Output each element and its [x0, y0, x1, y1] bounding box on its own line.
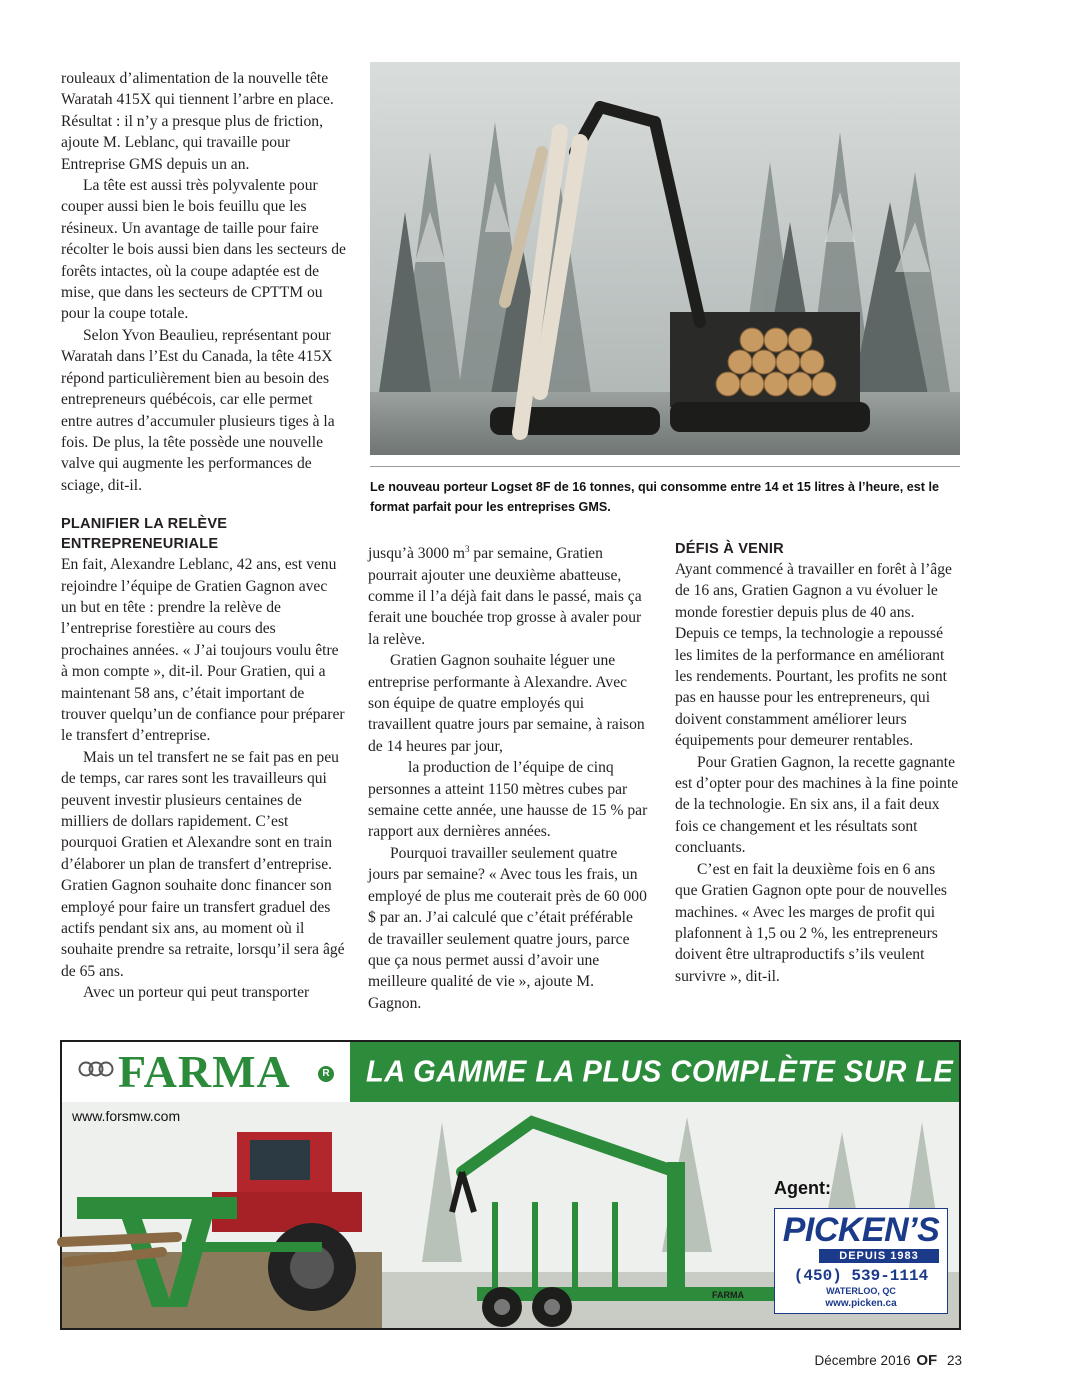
superscript: 3	[465, 544, 470, 554]
article-column-1	[61, 68, 346, 1004]
ad-banner	[350, 1042, 1092, 1102]
paragraph: Selon Yvon Beaulieu, représentant pour Waratah dans l’Est du Canada, la tête 415X répond particulièrement bien au besoin des entrepreneurs québécois, car elle permet entre autres d’accumuler plusieurs tiges à la fois. De plus, la tête possède une nouvelle valve qui augmente les performances de sciage, dit-il.	[61, 326, 335, 494]
section-heading: PLANIFIER LA RELÈVE ENTREPRENEURIALE	[61, 516, 228, 553]
paragraph: rouleaux d’alimentation de la nouvelle tête Waratah 415X qui tiennent l’arbre en place. Résultat : il n’y a presque plus de friction, ajoute M. Leblanc, qui travaille pour Entreprise GMS depuis un an.	[61, 70, 334, 173]
paragraph: C’est en fait la deuxième fois en 6 ans que Gratien Gagnon opte pour de nouvelles machines. « Avec les marges de profit qui plafonnent à 1,5 ou 2 %, les entrepreneurs doivent être ultraproductifs s’ils veulent survivre », dit-il.	[675, 860, 947, 985]
paragraph: La tête est aussi très polyvalente pour couper aussi bien le bois feuillu que les résineux. Un avantage de taille pour faire récolter le bois aussi bien dans les secteurs de forêts intactes, où la coupe adaptée est de mise, que dans les secteurs de CPTTM ou pour la coupe totale.	[61, 177, 346, 323]
agent-city: WATERLOO, QC	[826, 1286, 896, 1296]
paragraph: Avec un porteur qui peut transporter	[83, 984, 310, 1002]
ad-slogan: LA GAMME LA PLUS COMPLÈTE SUR LE MARCHÉ	[366, 1055, 1092, 1089]
agent-website[interactable]: www.picken.ca	[825, 1298, 897, 1309]
agent-label: Agent:	[774, 1178, 831, 1198]
paragraph: Pour Gratien Gagnon, la recette gagnante est d’opter pour des machines à la fine pointe de la technologie. En six ans, il a fait deux fois ce changement et les résultats sont concluants.	[675, 753, 959, 857]
paragraph	[368, 539, 651, 650]
agent-since: DEPUIS 1983	[819, 1249, 939, 1263]
article-column-3	[675, 539, 960, 987]
forwarder-photo-illustration	[370, 62, 960, 455]
page-number: 23	[946, 1353, 962, 1368]
agent-name: PICKEN’S	[782, 1211, 940, 1249]
trailer-brand-label: FARMA	[712, 1290, 744, 1300]
caption-rule	[370, 466, 960, 467]
paragraph: Ayant commencé à travailler en forêt à l’âge de 16 ans, Gratien Gagnon a vu évoluer le monde forestier depuis plus de 40 ans. Depuis ce temps, la technologie a repoussé les limites de la performance en améliorant les rendements. Pourtant, les profits ne sont pas en hausse pour les entrepreneurs, qui doivent constamment améliorer leurs équipements pour demeurer rentables.	[675, 561, 952, 750]
agent-card	[774, 1208, 948, 1314]
photo-caption: Le nouveau porteur Logset 8F de 16 tonnes, qui consomme entre 14 et 15 litres à l’heure, est le format parfait pour les entreprises GMS.	[370, 480, 939, 514]
farma-advertisement	[60, 1040, 1092, 1330]
paragraph: la production de l’équipe de cinq personnes a atteint 1150 mètres cubes par semaine cette année, une hausse de 15 % par rapport aux dernières années.	[368, 759, 648, 841]
paragraph-text: jusqu’à 3000 m	[368, 545, 466, 563]
section-heading: DÉFIS À VENIR	[675, 541, 784, 557]
forwarder-photo	[370, 62, 960, 455]
agent-phone: (450) 539-1114	[793, 1267, 929, 1285]
paragraph-text: par semaine, Gratien pourrait ajouter une deuxième abatteuse, comme il l’a déjà fait dans le passé, mais ça ferait une bouchée trop grosse à avaler pour la relève.	[368, 545, 642, 648]
paragraph: Mais un tel transfert ne se fait pas en peu de temps, car rares sont les travailleurs qui peuvent investir plusieurs centaines de milliers de dollars rapidement. C’est pourquoi Gratien et Alexandre sont en train d’élaborer un plan de transfert d’entreprise. Gratien Gagnon souhaite donc financer son employé pour faire un transfert graduel des actifs pendant six ans, au moment où il souhaite prendre sa retraite, lorsqu’il sera âgé de 65 ans.	[61, 748, 345, 980]
article-column-2	[368, 539, 651, 1014]
farma-logo: FARMA	[118, 1046, 291, 1097]
registered-mark: R	[318, 1066, 334, 1082]
farma-logo-box	[62, 1042, 350, 1102]
magazine-name: OF	[916, 1352, 938, 1369]
ad-website[interactable]: www.forsmw.com	[72, 1108, 181, 1124]
page-footer	[815, 1352, 962, 1369]
issue-date: Décembre 2016	[814, 1353, 911, 1368]
paragraph: Pourquoi travailler seulement quatre jours par semaine? « Avec tous les frais, un employé de plus me couterait près de 60 000 $ par an. J’ai calculé que c’était préférable de travailler seulement quatre jours, parce que ça nous permet aussi d’avoir une meilleure qualité de vie », ajoute M. Gagnon.	[368, 844, 647, 1012]
paragraph: Gratien Gagnon souhaite léguer une entreprise performante à Alexandre. Avec son équipe de quatre employés qui travaillent quatre jours par semaine, à raison de 14 heures par jour,	[368, 652, 645, 755]
farma-logo-mark-icon	[78, 1060, 114, 1078]
paragraph: En fait, Alexandre Leblanc, 42 ans, est venu rejoindre l’équipe de Gratien Gagnon avec un but en tête : prendre la relève de l’entreprise forestière au cours des prochaines années. « J’ai toujours voulu être à mon compte », dit-il. Pour Gratien, qui a maintenant 58 ans, c’était important de trouver quelqu’un de confiance pour préparer le transfert d’entreprise.	[61, 556, 345, 745]
